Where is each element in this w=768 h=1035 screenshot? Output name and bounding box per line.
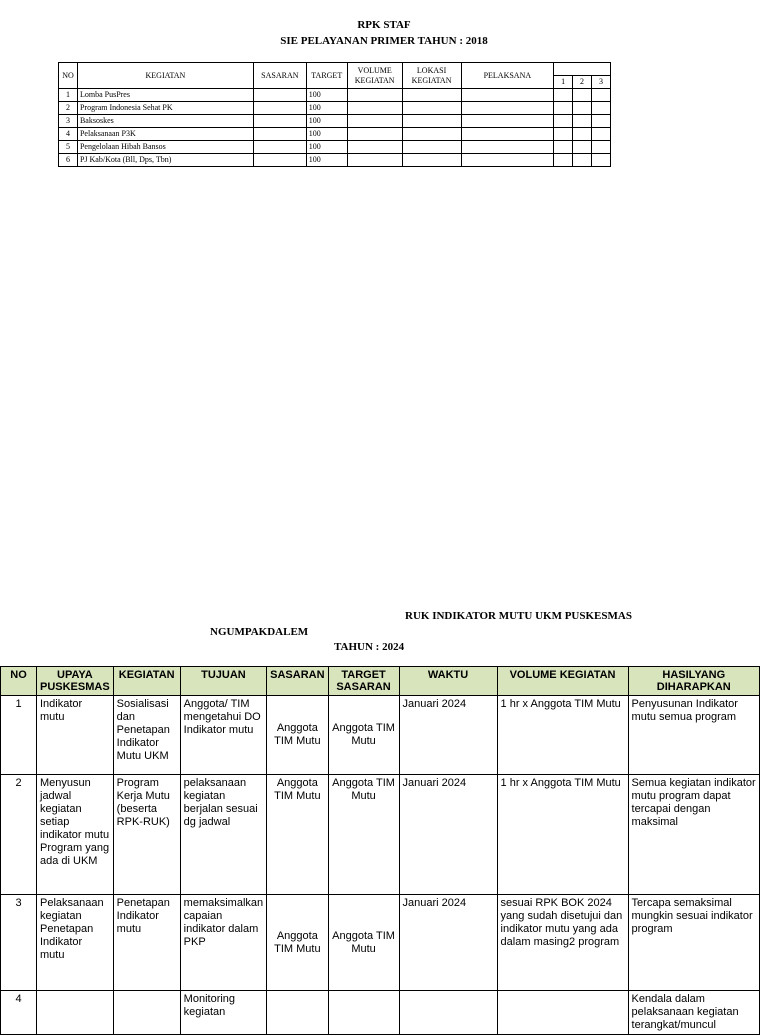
- rpk-cell-kegiatan: Pengelolaan Hibah Bansos: [77, 141, 253, 154]
- rpk-cell-target: 100: [306, 102, 347, 115]
- rpk-cell-w2: [573, 89, 592, 102]
- ruk-col-no: NO: [1, 667, 37, 696]
- table-row: [1, 775, 760, 895]
- ruk-cell-upaya: [37, 991, 114, 1035]
- rpk-cell-target: 100: [306, 128, 347, 141]
- ruk-title: RUK INDIKATOR MUTU UKM PUSKESMAS: [405, 610, 632, 622]
- table-row: [59, 154, 611, 167]
- table-row: [1, 696, 760, 775]
- table-row: [59, 115, 611, 128]
- table-row: [59, 141, 611, 154]
- ruk-cell-tujuan: pelaksanaan kegiatan berjalan sesuai dg jadwal: [180, 775, 266, 895]
- ruk-cell-kegiatan: Program Kerja Mutu (beserta RPK-RUK): [113, 775, 180, 895]
- rpk-cell-w1: [554, 128, 573, 141]
- rpk-cell-kegiatan: Program Indonesia Sehat PK: [77, 102, 253, 115]
- rpk-col-pelaksana: PELAKSANA: [461, 63, 554, 89]
- rpk-header-row: [59, 63, 611, 76]
- ruk-cell-waktu: Januari 2024: [399, 895, 497, 991]
- rpk-cell-volume: [347, 102, 402, 115]
- rpk-cell-target: 100: [306, 141, 347, 154]
- rpk-cell-no: 6: [59, 154, 78, 167]
- rpk-col-sasaran: SASARAN: [253, 63, 306, 89]
- rpk-cell-target: 100: [306, 154, 347, 167]
- rpk-cell-w1: [554, 141, 573, 154]
- ruk-cell-upaya: Indikator mutu: [37, 696, 114, 775]
- table-row: [1, 991, 760, 1035]
- rpk-cell-sasaran: [253, 102, 306, 115]
- ruk-cell-hasil: Penyusunan Indikator mutu semua program: [628, 696, 759, 775]
- ruk-cell-waktu: Januari 2024: [399, 775, 497, 895]
- rpk-cell-pelaksana: [461, 128, 554, 141]
- ruk-cell-target: [328, 991, 399, 1035]
- ruk-cell-hasil: Tercapa semaksimal mungkin sesuai indikator program: [628, 895, 759, 991]
- rpk-cell-sasaran: [253, 154, 306, 167]
- ruk-col-target: TARGET SASARAN: [328, 667, 399, 696]
- rpk-cell-lokasi: [402, 89, 461, 102]
- ruk-cell-sasaran: Anggota TIM Mutu: [267, 775, 328, 895]
- rpk-cell-w3: [591, 128, 610, 141]
- rpk-cell-w2: [573, 128, 592, 141]
- rpk-cell-sasaran: [253, 115, 306, 128]
- rpk-cell-no: 3: [59, 115, 78, 128]
- ruk-year: TAHUN : 2024: [334, 641, 405, 653]
- ruk-cell-volume: 1 hr x Anggota TIM Mutu: [497, 696, 628, 775]
- rpk-cell-sasaran: [253, 128, 306, 141]
- rpk-col-w1: 1: [554, 76, 573, 89]
- rpk-col-target: TARGET: [306, 63, 347, 89]
- rpk-cell-w3: [591, 154, 610, 167]
- rpk-cell-volume: [347, 128, 402, 141]
- rpk-cell-sasaran: [253, 89, 306, 102]
- rpk-col-w2: 2: [573, 76, 592, 89]
- table-row: [59, 89, 611, 102]
- ruk-cell-target: Anggota TIM Mutu: [328, 775, 399, 895]
- rpk-col-kegiatan: KEGIATAN: [77, 63, 253, 89]
- ruk-cell-volume: sesuai RPK BOK 2024 yang sudah disetujui dan indikator mutu yang ada dalam masing2 program: [497, 895, 628, 991]
- rpk-cell-kegiatan: Baksoskes: [77, 115, 253, 128]
- ruk-cell-waktu: [399, 991, 497, 1035]
- rpk-cell-lokasi: [402, 154, 461, 167]
- ruk-cell-no: 2: [1, 775, 37, 895]
- ruk-col-waktu: WAKTU: [399, 667, 497, 696]
- ruk-cell-sasaran: Anggota TIM Mutu: [267, 696, 328, 775]
- ruk-cell-volume: [497, 991, 628, 1035]
- ruk-col-hasil: HASILYANG DIHARAPKAN: [628, 667, 759, 696]
- rpk-table: [58, 62, 611, 167]
- rpk-cell-lokasi: [402, 115, 461, 128]
- ruk-cell-hasil: Kendala dalam pelaksanaan kegiatan terangkat/muncul: [628, 991, 759, 1035]
- ruk-table: [0, 666, 760, 1035]
- rpk-cell-pelaksana: [461, 102, 554, 115]
- rpk-cell-volume: [347, 115, 402, 128]
- rpk-cell-pelaksana: [461, 115, 554, 128]
- rpk-cell-kegiatan: Lomba PusPres: [77, 89, 253, 102]
- rpk-cell-w2: [573, 154, 592, 167]
- rpk-cell-w1: [554, 89, 573, 102]
- rpk-cell-lokasi: [402, 102, 461, 115]
- rpk-cell-pelaksana: [461, 141, 554, 154]
- rpk-cell-kegiatan: PJ Kab/Kota (Bll, Dps, Tbn): [77, 154, 253, 167]
- ruk-cell-upaya: Menyusun jadwal kegiatan setiap indikator mutu Program yang ada di UKM: [37, 775, 114, 895]
- rpk-cell-w3: [591, 89, 610, 102]
- ruk-cell-no: 3: [1, 895, 37, 991]
- ruk-cell-kegiatan: [113, 991, 180, 1035]
- ruk-col-sasaran: SASARAN: [267, 667, 328, 696]
- rpk-col-volume: VOLUME KEGIATAN: [347, 63, 402, 89]
- table-row: [59, 128, 611, 141]
- rpk-cell-w1: [554, 115, 573, 128]
- rpk-cell-volume: [347, 154, 402, 167]
- table-row: [1, 895, 760, 991]
- rpk-cell-w3: [591, 102, 610, 115]
- rpk-cell-target: 100: [306, 115, 347, 128]
- ruk-cell-tujuan: Monitoring kegiatan: [180, 991, 266, 1035]
- rpk-cell-w2: [573, 102, 592, 115]
- rpk-cell-w1: [554, 102, 573, 115]
- ruk-cell-target: Anggota TIM Mutu: [328, 895, 399, 991]
- ruk-col-kegiatan: KEGIATAN: [113, 667, 180, 696]
- rpk-col-w3: 3: [591, 76, 610, 89]
- rpk-col-no: NO: [59, 63, 78, 89]
- ruk-cell-sasaran: [267, 991, 328, 1035]
- ruk-org: NGUMPAKDALEM: [210, 626, 309, 638]
- rpk-cell-sasaran: [253, 141, 306, 154]
- rpk-cell-no: 5: [59, 141, 78, 154]
- rpk-cell-w3: [591, 141, 610, 154]
- rpk-col-lokasi: LOKASI KEGIATAN: [402, 63, 461, 89]
- rpk-cell-w2: [573, 141, 592, 154]
- rpk-cell-w3: [591, 115, 610, 128]
- rpk-cell-no: 1: [59, 89, 78, 102]
- ruk-col-volume: VOLUME KEGIATAN: [497, 667, 628, 696]
- rpk-cell-lokasi: [402, 141, 461, 154]
- rpk-col-waktu: [554, 63, 611, 76]
- ruk-cell-no: 4: [1, 991, 37, 1035]
- ruk-cell-kegiatan: Penetapan Indikator mutu: [113, 895, 180, 991]
- ruk-cell-tujuan: Anggota/ TIM mengetahui DO Indikator mutu: [180, 696, 266, 775]
- ruk-cell-volume: 1 hr x Anggota TIM Mutu: [497, 775, 628, 895]
- rpk-cell-w1: [554, 154, 573, 167]
- ruk-col-upaya: UPAYA PUSKESMAS: [37, 667, 114, 696]
- rpk-cell-no: 2: [59, 102, 78, 115]
- ruk-cell-no: 1: [1, 696, 37, 775]
- rpk-title: RPK STAF: [357, 19, 411, 31]
- ruk-header-row: [1, 667, 760, 696]
- table-row: [59, 102, 611, 115]
- ruk-cell-kegiatan: Sosialisasi dan Penetapan Indikator Mutu UKM: [113, 696, 180, 775]
- rpk-cell-no: 4: [59, 128, 78, 141]
- rpk-cell-volume: [347, 89, 402, 102]
- rpk-cell-target: 100: [306, 89, 347, 102]
- rpk-cell-pelaksana: [461, 154, 554, 167]
- rpk-cell-pelaksana: [461, 89, 554, 102]
- ruk-cell-tujuan: memaksimalkan capaian indikator dalam PKP: [180, 895, 266, 991]
- rpk-cell-w2: [573, 115, 592, 128]
- ruk-cell-sasaran: Anggota TIM Mutu: [267, 895, 328, 991]
- rpk-subtitle: SIE PELAYANAN PRIMER TAHUN : 2018: [280, 35, 488, 47]
- rpk-cell-lokasi: [402, 128, 461, 141]
- ruk-cell-target: Anggota TIM Mutu: [328, 696, 399, 775]
- ruk-cell-waktu: Januari 2024: [399, 696, 497, 775]
- ruk-col-tujuan: TUJUAN: [180, 667, 266, 696]
- ruk-cell-upaya: Pelaksanaan kegiatan Penetapan Indikator mutu: [37, 895, 114, 991]
- ruk-cell-hasil: Semua kegiatan indikator mutu program dapat tercapai dengan maksimal: [628, 775, 759, 895]
- rpk-cell-volume: [347, 141, 402, 154]
- rpk-cell-kegiatan: Pelaksanaan P3K: [77, 128, 253, 141]
